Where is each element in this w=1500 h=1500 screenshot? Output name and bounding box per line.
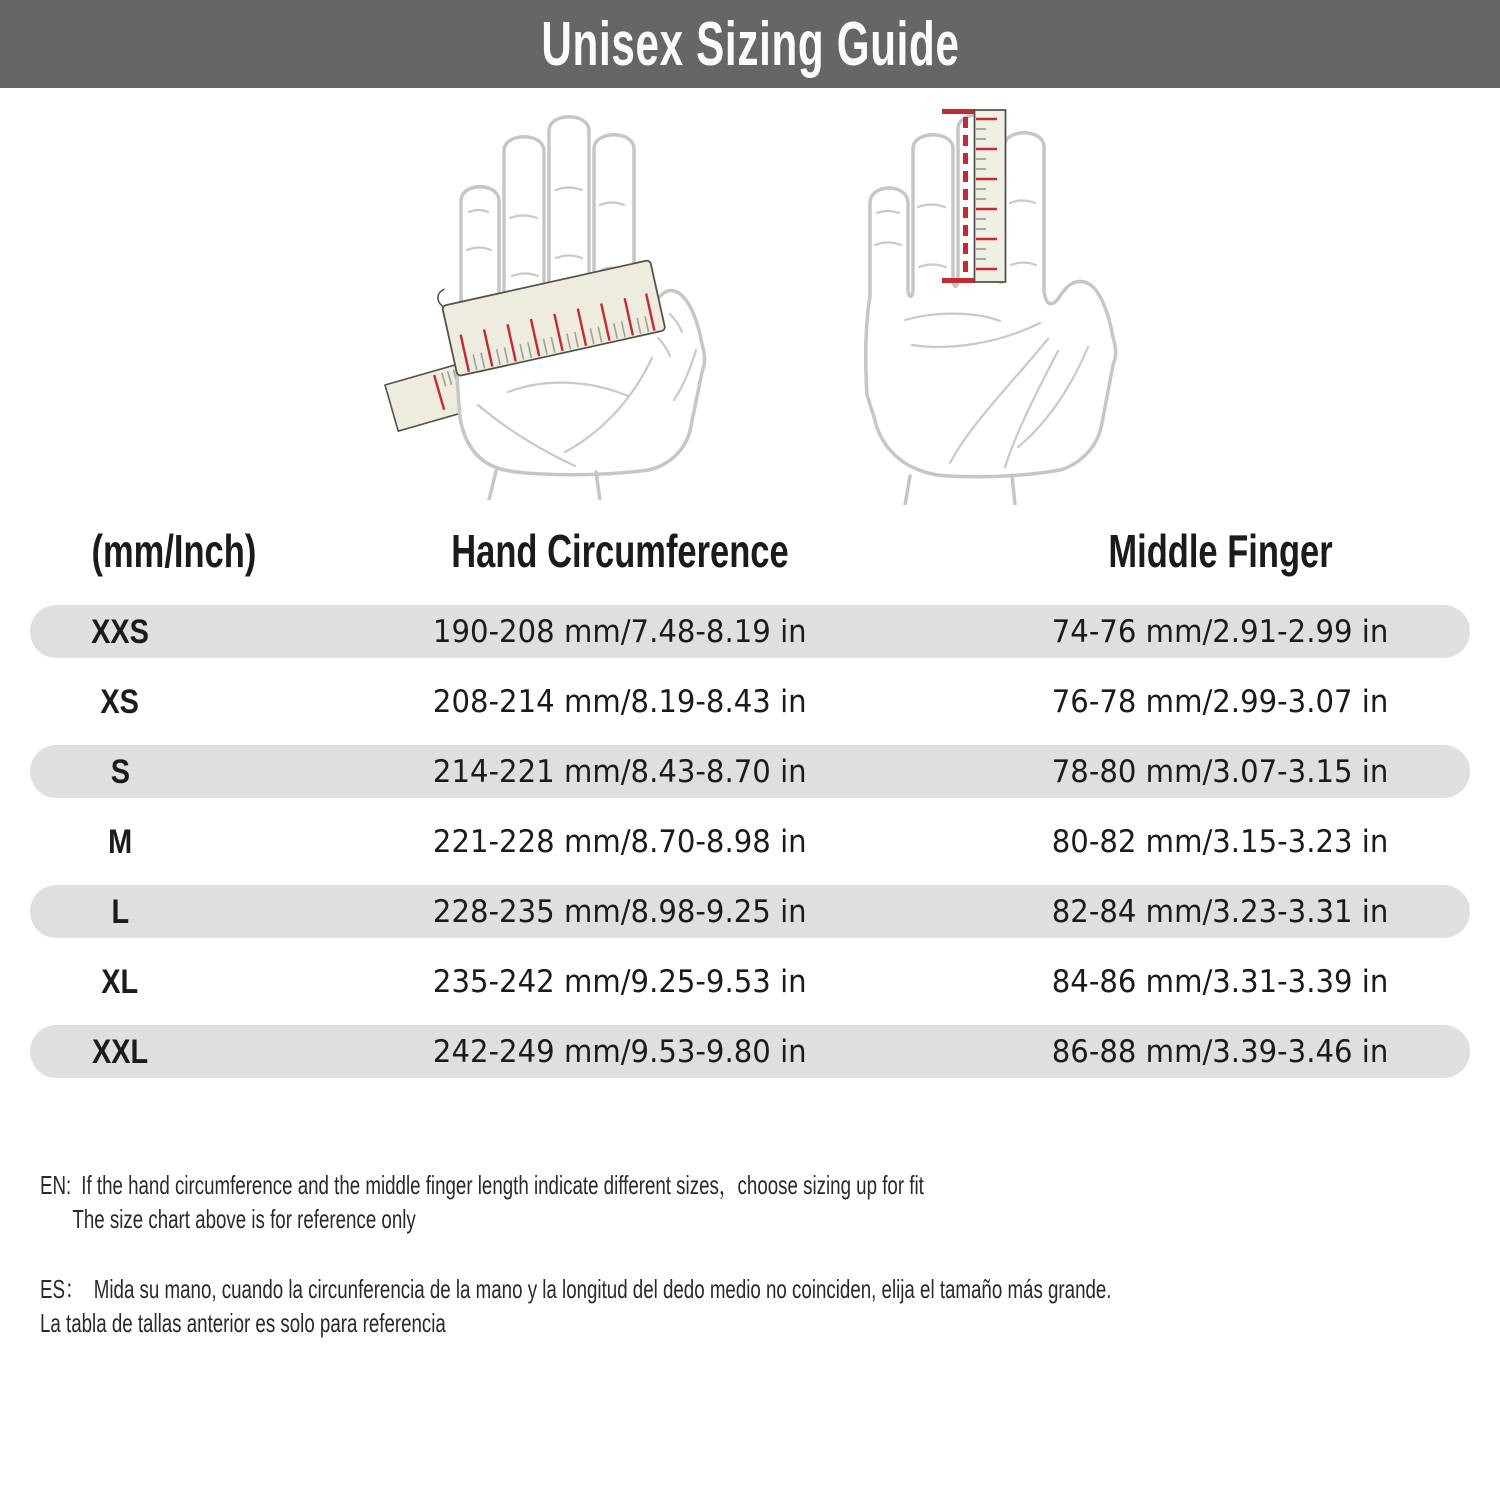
column-header-middle-finger: Middle Finger	[1107, 525, 1333, 577]
table-header-row	[30, 505, 1470, 597]
hand-circumference-value: 214-221 mm/8.43-8.70 in	[433, 754, 807, 790]
hand-circumference-value: 242-249 mm/9.53-9.80 in	[433, 1034, 807, 1070]
note-english	[40, 1168, 1268, 1236]
note-spanish-line1: ES： Mida su mano, cuando la circunferencia de la mano y la longitud del dedo medio no coinciden, elija el tamaño más grande.	[40, 1274, 1112, 1304]
size-label: XXS	[91, 612, 149, 651]
size-label: XS	[100, 682, 140, 721]
middle-finger-value: 84-86 mm/3.31-3.39 in	[1051, 964, 1389, 1000]
middle-finger-value: 82-84 mm/3.23-3.31 in	[1051, 894, 1389, 930]
note-spanish-label: ES：	[40, 1274, 84, 1304]
note-spanish-line2: La tabla de tallas anterior es solo para referencia	[40, 1308, 446, 1338]
middle-finger-value: 80-82 mm/3.15-3.23 in	[1051, 824, 1389, 860]
header-bar	[0, 0, 1500, 88]
middle-finger-value: 74-76 mm/2.91-2.99 in	[1051, 614, 1389, 650]
hand-circumference-illustration	[360, 100, 720, 500]
table-row-l	[30, 877, 1470, 947]
note-english-line2: The size chart above is for reference only	[72, 1204, 416, 1234]
hand-circumference-value: 235-242 mm/9.25-9.53 in	[433, 964, 807, 1000]
size-table	[30, 505, 1470, 1087]
hand-circumference-value: 208-214 mm/8.19-8.43 in	[433, 684, 807, 720]
table-row-xxl	[30, 1017, 1470, 1087]
table-row-xxs	[30, 597, 1470, 667]
size-label: S	[110, 752, 130, 791]
table-row-s	[30, 737, 1470, 807]
page-title: Unisex Sizing Guide	[540, 9, 960, 79]
middle-finger-illustration	[850, 95, 1180, 505]
size-label: L	[111, 892, 129, 931]
hand-circumference-value: 221-228 mm/8.70-8.98 in	[433, 824, 807, 860]
size-label: XXL	[91, 1032, 149, 1071]
hand-circumference-value: 190-208 mm/7.48-8.19 in	[433, 614, 807, 650]
table-row-xl	[30, 947, 1470, 1017]
table-row-m	[30, 807, 1470, 877]
column-header-unit: (mm/Inch)	[91, 525, 257, 577]
size-label: M	[107, 822, 133, 861]
hand-circumference-value: 228-235 mm/8.98-9.25 in	[433, 894, 807, 930]
ruler-icon	[975, 110, 1006, 282]
note-spanish	[40, 1272, 1500, 1340]
size-label: XL	[101, 962, 139, 1001]
middle-finger-value: 78-80 mm/3.07-3.15 in	[1051, 754, 1389, 790]
middle-finger-value: 76-78 mm/2.99-3.07 in	[1051, 684, 1389, 720]
middle-finger-value: 86-88 mm/3.39-3.46 in	[1051, 1034, 1389, 1070]
note-english-label: EN:	[40, 1170, 72, 1200]
note-english-line1: EN: If the hand circumference and the middle finger length indicate different sizes，choose sizing up for fit	[40, 1170, 924, 1200]
table-row-xs	[30, 667, 1470, 737]
column-header-hand-circumference: Hand Circumference	[451, 525, 789, 577]
